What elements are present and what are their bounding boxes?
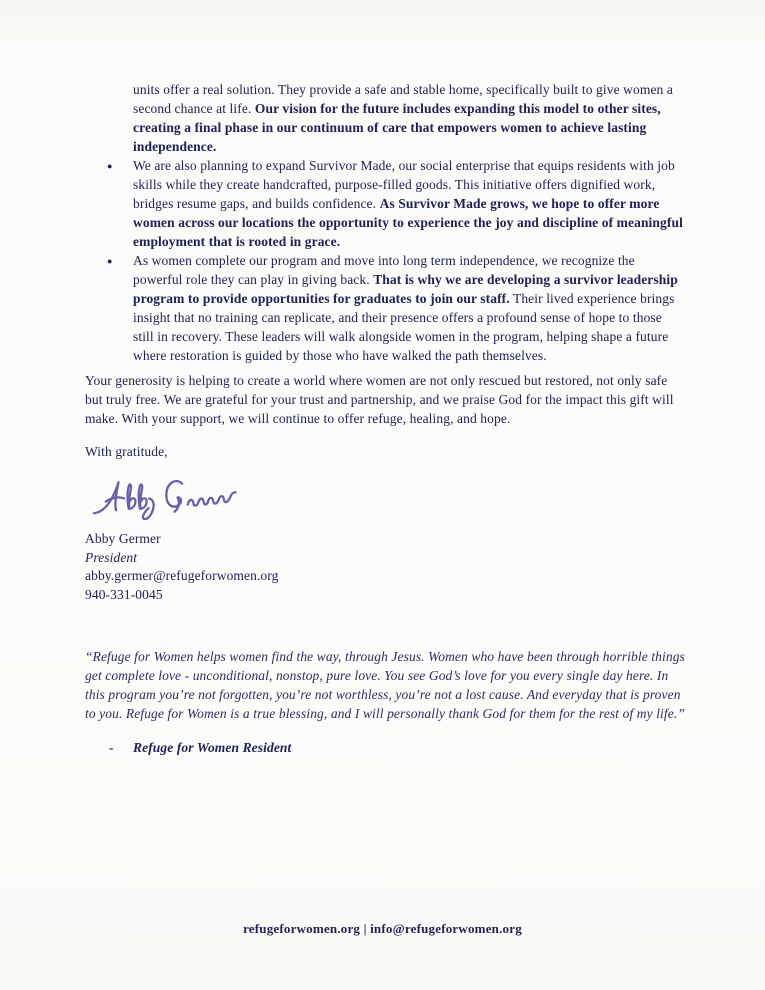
plain-text: We are also planning to expand Survivor Made, our social enterprise that equips residents with job skills while they create handcrafted, purpose-filled goods. This initiative offers dignified work, bridges resume gaps, and builds confidence. [133, 158, 675, 211]
paragraph-continuation [133, 80, 686, 156]
contact-block [85, 530, 686, 604]
attribution-text: Refuge for Women Resident [133, 740, 292, 755]
plain-text: units offer a real solution. They provide a safe and stable home, specifically built to give women a second chance at life. [133, 82, 673, 116]
bullet-item [133, 156, 686, 251]
bold-text: As Survivor Made grows, we hope to offer more women across our locations the opportunity to experience the joy and discipline of meaningful employment that is rooted in grace. [133, 196, 683, 249]
testimonial-quote: “Refuge for Women helps women find the way, through Jesus. Women who have been through horrible things get complete love - unconditional, nonstop, pure love. You see God’s love for you every single day here. In this program you’re not forgotten, you’re not worthless, you’re not a lost cause. And everyday that is proven to you. Refuge for Women is a true blessing, and I will personally thank God for them for the rest of my life.” [85, 649, 685, 721]
plain-text: Their lived experience brings insight that no training can replicate, and their presence offers a profound sense of hope to those still in recovery. These leaders will walk alongside women in the program, helping shape a future where restoration is guided by those who have walked the path themselves. [133, 291, 675, 363]
attribution-dash: - [109, 740, 114, 755]
bullet-list [85, 156, 686, 365]
closing-paragraph: Your generosity is helping to create a world where women are not only rescued but restored, not only safe but truly free. We are grateful for your trust and partnership, and we praise God for the impact this gift will make. With your support, we will continue to offer refuge, healing, and hope. [85, 373, 674, 426]
bullet-item [133, 251, 686, 365]
sender-phone: 940-331-0045 [85, 586, 163, 602]
letter-body [85, 80, 686, 757]
plain-text: As women complete our program and move into long term independence, we recognize the powerful role they can play in giving back. [133, 253, 635, 287]
bold-text: Our vision for the future includes expanding this model to other sites, creating a final phase in our continuum of care that empowers women to achieve lasting independence. [133, 101, 661, 154]
sender-title: President [85, 549, 138, 565]
sender-email: abby.germer@refugeforwomen.org [85, 568, 279, 583]
handwritten-signature [90, 472, 686, 524]
signoff-line: With gratitude, [85, 444, 168, 459]
quote-attribution [85, 738, 686, 757]
bold-text: That is why we are developing a survivor leadership program to provide opportunities for graduates to join our staff. [133, 272, 678, 306]
signature-ink-icon [90, 472, 258, 524]
page-footer: refugeforwomen.org | info@refugeforwomen.org [243, 921, 522, 936]
sender-name: Abby Germer [85, 531, 161, 546]
